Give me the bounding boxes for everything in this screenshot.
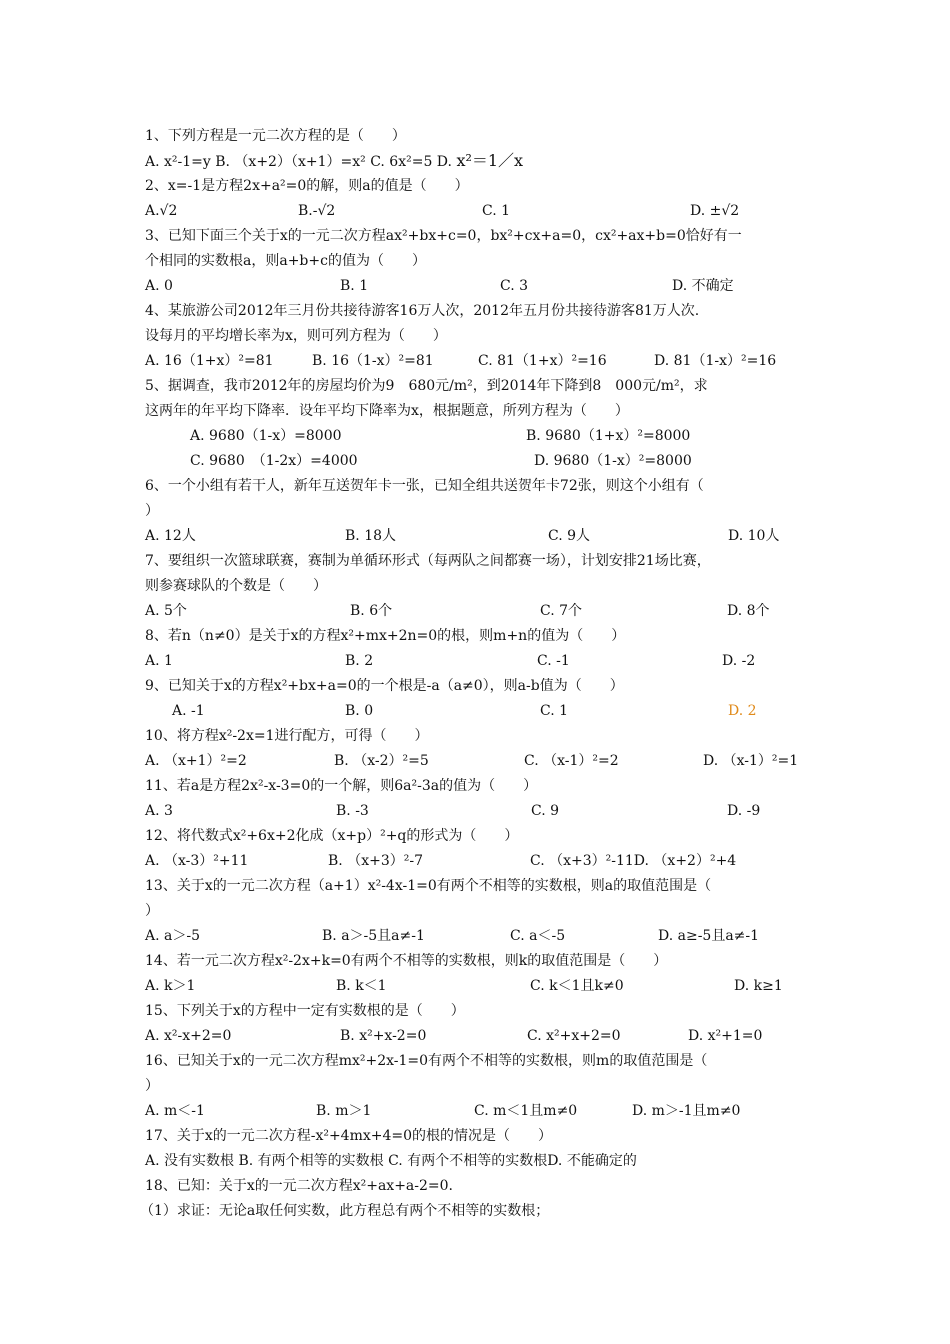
q16-option-d: D. m＞-1且m≠0 [632,1103,741,1119]
q6-stem-line1: 6、一个小组有若干人，新年互送贺年卡一张，已知全组共送贺年卡72张，则这个小组有（ [145,478,704,494]
q15-stem: 15、下列关于x的方程中一定有实数根的是（ ） [145,1003,465,1019]
q13-option-a: A. a＞-5 [145,928,200,944]
q2-stem: 2、x=-1是方程2x+a²=0的解，则a的值是（ ） [145,178,469,194]
q3-option-b: B. 1 [340,278,369,294]
q4-option-c: C. 81（1+x）²=16 [478,353,607,369]
q5-option-c: C. 9680 （1-2x）=4000 [190,453,358,469]
q5-option-a: A. 9680（1-x）=8000 [190,428,342,444]
q7-option-c: C. 7个 [540,603,583,619]
q16-stem-line2: ） [145,1078,159,1094]
q11-option-c: C. 9 [531,803,560,819]
q11-stem: 11、若a是方程2x²-x-3=0的一个解，则6a²-3a的值为（ ） [145,778,538,794]
q8-option-d: D. -2 [722,653,756,669]
q5-option-d: D. 9680（1-x）²=8000 [534,453,692,469]
q4-stem-line1: 4、某旅游公司2012年三月份共接待游客16万人次，2012年五月份共接待游客81万人次. [145,303,700,319]
q13-stem-line1: 13、关于x的一元二次方程（a+1）x²-4x-1=0有两个不相等的实数根，则a的取值范围是（ [145,878,712,894]
q11-option-b: B. -3 [336,803,369,819]
q9-option-b: B. 0 [345,703,374,719]
q7-stem-line2: 则参赛球队的个数是（ ） [145,578,327,594]
q3-option-c: C. 3 [500,278,529,294]
q4-option-a: A. 16（1+x）²=81 [145,353,274,369]
q4-option-b: B. 16（1-x）²=81 [312,353,434,369]
q18-stem: 18、已知：关于x的一元二次方程x²+ax+a-2=0. [145,1178,453,1194]
q5-stem-line2: 这两年的年平均下降率．设年平均下降率为x，根据题意，所列方程为（ ） [145,403,629,419]
q17-stem: 17、关于x的一元二次方程-x²+4mx+4=0的根的情况是（ ） [145,1128,553,1144]
q2-option-a: A.√2 [145,203,178,219]
q13-stem-line2: ） [145,903,159,919]
q5-option-b: B. 9680（1+x）²=8000 [526,428,691,444]
q7-option-d: D. 8个 [727,603,770,619]
q11-option-a: A. 3 [145,803,173,819]
q7-option-a: A. 5个 [145,603,187,619]
q15-option-b: B. x²+x-2=0 [340,1028,427,1044]
q15-option-a: A. x²-x+2=0 [145,1028,232,1044]
q12-stem: 12、将代数式x²+6x+2化成（x+p）²+q的形式为（ ） [145,828,519,844]
q13-option-d: D. a≥-5且a≠-1 [658,928,760,944]
q17-options: A. 没有实数根 B. 有两个相等的实数根 C. 有两个不相等的实数根D. 不能确定的 [145,1153,637,1169]
q13-option-c: C. a＜-5 [510,928,566,944]
q3-stem-line2: 个相同的实数根a，则a+b+c的值为（ ） [145,253,426,269]
q7-option-b: B. 6个 [350,603,393,619]
q8-option-b: B. 2 [345,653,374,669]
q6-stem-line2: ） [145,503,159,519]
q4-stem-line2: 设每月的平均增长率为x，则可列方程为（ ） [145,328,447,344]
q14-stem: 14、若一元二次方程x²-2x+k=0有两个不相等的实数根，则k的取值范围是（ ） [145,953,668,969]
q15-option-c: C. x²+x+2=0 [527,1028,621,1044]
q1-stem: 1、下列方程是一元二次方程的是（ ） [145,128,406,144]
q9-option-a: A. -1 [172,703,205,719]
q10-option-d: D. （x-1）²=1 [703,753,799,769]
q2-option-c: C. 1 [482,203,511,219]
q7-stem-line1: 7、要组织一次篮球联赛，赛制为单循环形式（每两队之间都赛一场），计划安排21场比赛， [145,553,711,569]
q2-option-b: B.-√2 [298,203,336,219]
q10-option-b: B. （x-2）²=5 [334,753,429,769]
q8-option-c: C. -1 [537,653,570,669]
q4-option-d: D. 81（1-x）²=16 [654,353,777,369]
q12-option-b: B. （x+3）²-7 [328,853,423,869]
q16-option-b: B. m＞1 [316,1103,372,1119]
q14-option-b: B. k＜1 [336,978,387,994]
q12-option-cd: C. （x+3）²-11D. （x+2）²+4 [530,853,737,869]
q16-stem-line1: 16、已知关于x的一元二次方程mx²+2x-1=0有两个不相等的实数根，则m的取值范围是（ [145,1053,708,1069]
q13-option-b: B. a＞-5且a≠-1 [322,928,425,944]
q14-option-c: C. k＜1且k≠0 [530,978,624,994]
q15-option-d: D. x²+1=0 [688,1028,763,1044]
q18-part1: （1）求证：无论a取任何实数，此方程总有两个不相等的实数根； [140,1203,550,1219]
q12-option-a: A. （x-3）²+11 [145,853,249,869]
q3-stem-line1: 3、已知下面三个关于x的一元二次方程ax²+bx+c=0，bx²+cx+a=0，cx²+ax+b=0恰好有一 [145,228,742,244]
q14-option-d: D. k≥1 [734,978,783,994]
q14-option-a: A. k＞1 [145,978,196,994]
q1-options-abc: A. x²-1=y B. （x+2）（x+1）=x² C. 6x²=5 D. [145,154,452,170]
q5-stem-line1: 5、据调查，我市2012年的房屋均价为9 680元/m²，到2014年下降到8 000元/m²，求 [145,378,708,394]
q6-option-d: D. 10人 [728,528,780,544]
q8-stem: 8、若n（n≠0）是关于x的方程x²+mx+2n=0的根，则m+n的值为（ ） [145,628,626,644]
q1-option-d: x²＝1／x [456,151,524,170]
q6-option-b: B. 18人 [345,528,397,544]
q11-option-d: D. -9 [727,803,761,819]
q10-option-a: A. （x+1）²=2 [145,753,247,769]
q9-option-c: C. 1 [540,703,569,719]
q16-option-c: C. m＜1且m≠0 [474,1103,578,1119]
q10-stem: 10、将方程x²-2x=1进行配方，可得（ ） [145,728,429,744]
q2-option-d: D. ±√2 [690,203,740,219]
q16-option-a: A. m＜-1 [145,1103,205,1119]
q10-option-c: C. （x-1）²=2 [524,753,619,769]
q8-option-a: A. 1 [145,653,173,669]
q9-option-d: D. 2 [728,703,757,719]
q6-option-a: A. 12人 [145,528,196,544]
q3-option-a: A. 0 [145,278,173,294]
q9-stem: 9、已知关于x的方程x²+bx+a=0的一个根是-a（a≠0），则a-b值为（ ） [145,678,624,694]
q6-option-c: C. 9人 [548,528,591,544]
q1-options [145,151,523,172]
q3-option-d: D. 不确定 [672,278,734,294]
